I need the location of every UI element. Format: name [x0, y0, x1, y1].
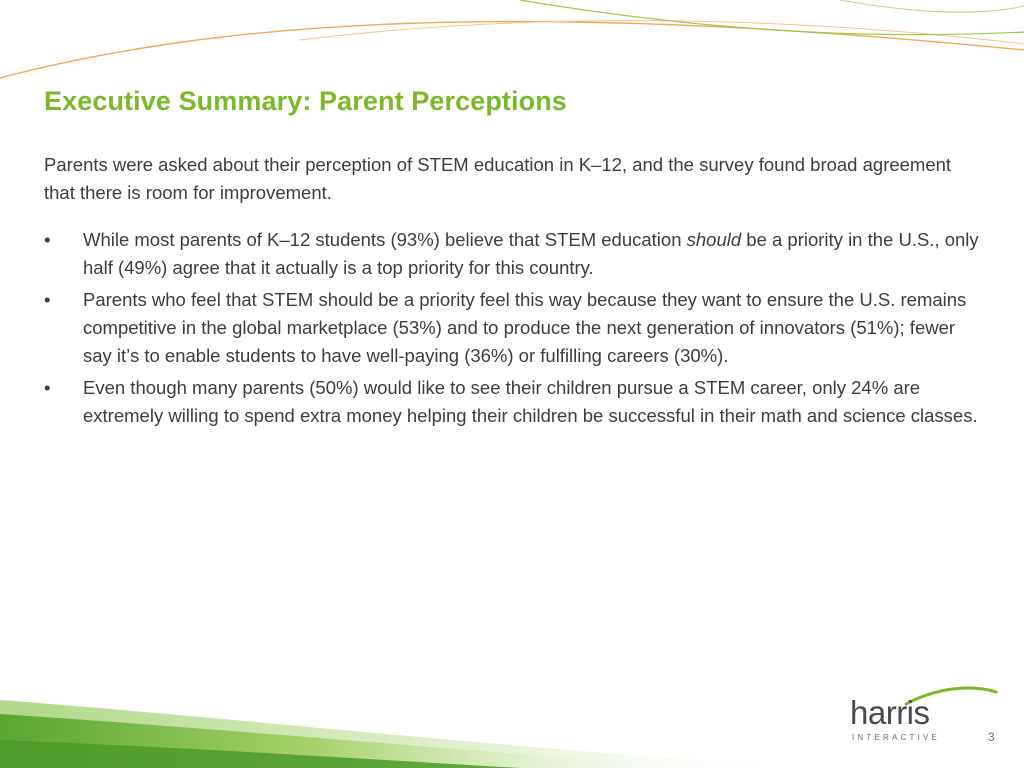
top-swoosh-decoration: [0, 0, 1024, 90]
bullet-dot-icon: •: [44, 289, 51, 310]
bullet-1-text-before: While most parents of K–12 students (93%) believe that STEM education: [83, 229, 687, 250]
bullet-1-emphasis: should: [686, 229, 742, 250]
slide-title: Executive Summary: Parent Perceptions: [44, 86, 567, 117]
bullet-item-3: [44, 374, 984, 430]
harris-interactive-logo: [846, 684, 998, 746]
intro-paragraph: Parents were asked about their perception of STEM education in K–12, and the survey found broad agreement that there is room for improvement.: [44, 153, 952, 203]
logo-wordmark: harris: [850, 694, 930, 731]
bullet-item-1: [44, 226, 984, 282]
bullet-dot-icon: •: [44, 229, 51, 250]
bullet-dot-icon: •: [44, 377, 51, 398]
bullet-1-text-after: be a priority in the U.S., only half (49%) agree that it actually is a top priority for this country.: [83, 229, 979, 278]
page-number: 3: [988, 730, 995, 744]
bullet-list: [44, 226, 984, 434]
bullet-2-text: Parents who feel that STEM should be a priority feel this way because they want to ensure the U.S. remains competitive in the global marketplace (53%) and to produce the next generation of innovators (51%); fewer say it’s to enable students to have well-paying (36%) or fulfilling careers (30%).: [83, 289, 967, 366]
logo-subtitle: INTERACTIVE: [852, 733, 941, 742]
bullet-item-2: [44, 286, 984, 370]
bullet-3-text: Even though many parents (50%) would like to see their children pursue a STEM career, only 24% are extremely willing to spend extra money helping their children be successful in their math and science classes.: [83, 377, 978, 426]
